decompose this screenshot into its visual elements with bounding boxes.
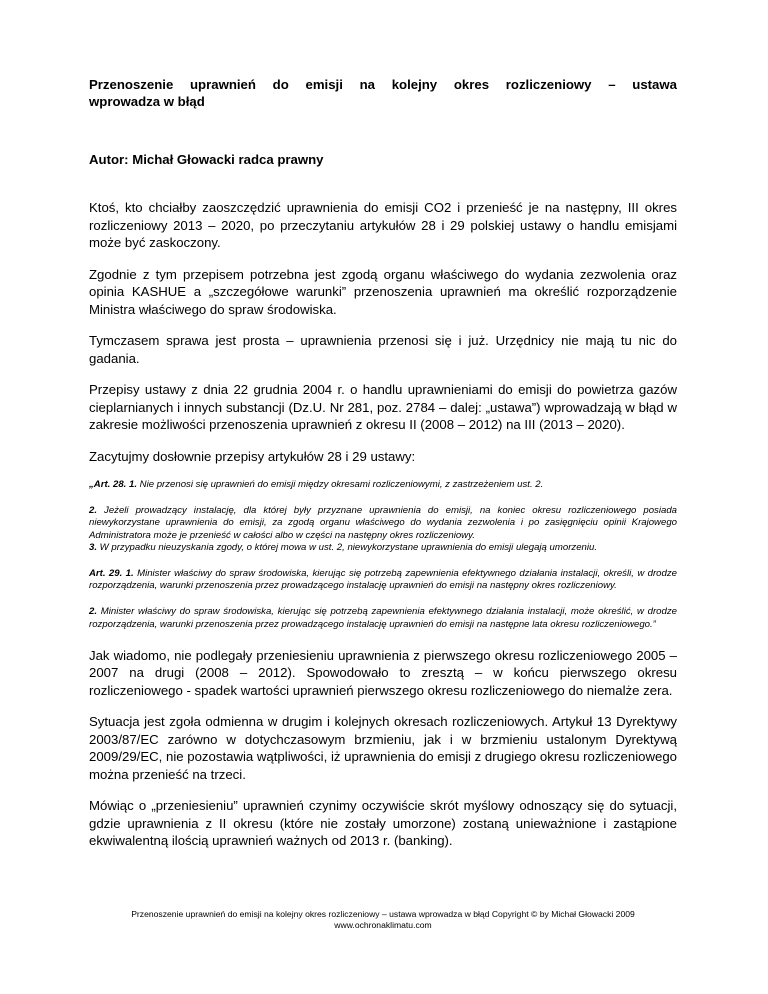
paragraph: Przepisy ustawy z dnia 22 grudnia 2004 r. o handlu uprawnieniami do emisji do powietrza gazów cieplarnianych i innych substancji (Dz.U. Nr 281, poz. 2784 – dalej: „ustawa”) wprowadzają w błąd w zakresie możliwości przenoszenia uprawnień z okresu II (2008 – 2012) na III (2013 – 2020).	[89, 382, 677, 432]
paragraph: Ktoś, kto chciałby zaoszczędzić uprawnienia do emisji CO2 i przenieść je na następny, III okres rozliczeniowy 2013 – 2020, po przeczytaniu artykułów 28 i 29 polskiej ustawy o handlu emisjami może być zaskoczony.	[89, 200, 677, 250]
paragraph: Zgodnie z tym przepisem potrzebna jest zgodą organu właściwego do wydania zezwolenia oraz opinia KASHUE a „szczegółowe warunki” przenoszenia uprawnień ma określić rozporządzenie Ministra właściwego do spraw środowiska.	[89, 266, 677, 317]
paragraph: Mówiąc o „przeniesieniu” uprawnień czynimy oczywiście skrót myślowy odnoszący się do sytuacji, gdzie uprawnienia z II okresu (które nie zostały umorzone) zostaną unieważnione i zastąpione ekwiwalentną ilością uprawnień ważnych od 2013 r. (banking).	[89, 798, 677, 849]
footer-url: www.ochronaklimatu.com	[334, 920, 432, 930]
quote-label: 2.	[89, 606, 98, 618]
quote-art28-1	[89, 479, 677, 491]
title-line-2: wprowadza w błąd	[89, 94, 205, 109]
title-line-1: Przenoszenie uprawnień do emisji na kolejny okres rozliczeniowy – ustawa	[89, 77, 677, 92]
quote-art28-3	[89, 542, 677, 554]
paragraph: Jak wiadomo, nie podlegały przeniesieniu uprawnienia z pierwszego okresu rozliczeniowego 2005 – 2007 na drugi (2008 – 2012). Spowodowało to zresztą – w końcu pierwszego okresu rozliczeniowego - spadek wartości uprawnień pierwszego okresu rozliczeniowego do niemalże zera.	[89, 647, 677, 698]
quote-art29-1	[89, 568, 677, 592]
quote-text: W przypadku nieuzyskania zgody, o której mowa w ust. 2, niewykorzystane uprawnienia do emisji ulegają umorzeniu.	[97, 541, 598, 553]
quote-art29-2	[89, 606, 677, 630]
quote-text: Nie przenosi się uprawnień do emisji między okresami rozliczeniowymi, z zastrzeżeniem ust. 2.	[137, 479, 544, 490]
document-page	[89, 76, 677, 850]
quote-label: 2.	[89, 505, 98, 517]
quote-text: Jeżeli prowadzący instalację, dla której były przyznane uprawnienia do emisji, na koniec okresu rozliczeniowego posiada niewykorzystane uprawnienia do emisji, za zgodą organu właściwego do wydania zezwolenia i po zasięgnięciu opinii Krajowego Administratora może je przenieść w całości albo w części na następny okres rozliczeniowy.	[89, 505, 677, 541]
quote-art28-2	[89, 505, 677, 542]
quote-text: Minister właściwy do spraw środowiska, kierując się potrzebą zapewnienia efektywnego działania instalacji, określi, w drodze rozporządzenia, warunki przenoszenia przez prowadzącego instalację uprawnień do emisji na następny okres rozliczeniowy.	[89, 568, 677, 592]
page-footer	[89, 909, 677, 931]
quote-label: „Art. 28. 1.	[89, 479, 137, 490]
author-line: Autor: Michał Głowacki radca prawny	[89, 152, 324, 167]
quote-label: 3.	[89, 541, 98, 553]
paragraph: Zacytujmy dosłownie przepisy artykułów 28 i 29 ustawy:	[89, 448, 416, 464]
quote-text: Minister właściwy do spraw środowiska, kierując się potrzebą zapewnienia efektywnego działania instalacji, może określić, w drodze rozporządzenia, warunki przenoszenia przez prowadzącego instalację uprawnień do emisji na następne lata okresu rozliczeniowego.”	[89, 606, 677, 630]
document-title	[89, 76, 677, 110]
paragraph: Sytuacja jest zgoła odmienna w drugim i kolejnych okresach rozliczeniowych. Artykuł 13 Dyrektywy 2003/87/EC zarówno w dotychczasowym brzmieniu, jak i w brzmieniu ustalonym Dyrektywą 2009/29/EC, nie pozostawia wątpliwości, iż uprawnienia do emisji z drugiego okresu rozliczeniowego można przenieść na trzeci.	[89, 714, 677, 782]
quote-label: Art. 29. 1.	[89, 568, 134, 580]
footer-copyright: Przenoszenie uprawnień do emisji na kolejny okres rozliczeniowy – ustawa wprowadza w błąd Copyright © by Michał Głowacki 2009	[131, 909, 635, 919]
paragraph: Tymczasem sprawa jest prosta – uprawnienia przenosi się i już. Urzędnicy nie mają tu nic do gadania.	[89, 333, 677, 366]
